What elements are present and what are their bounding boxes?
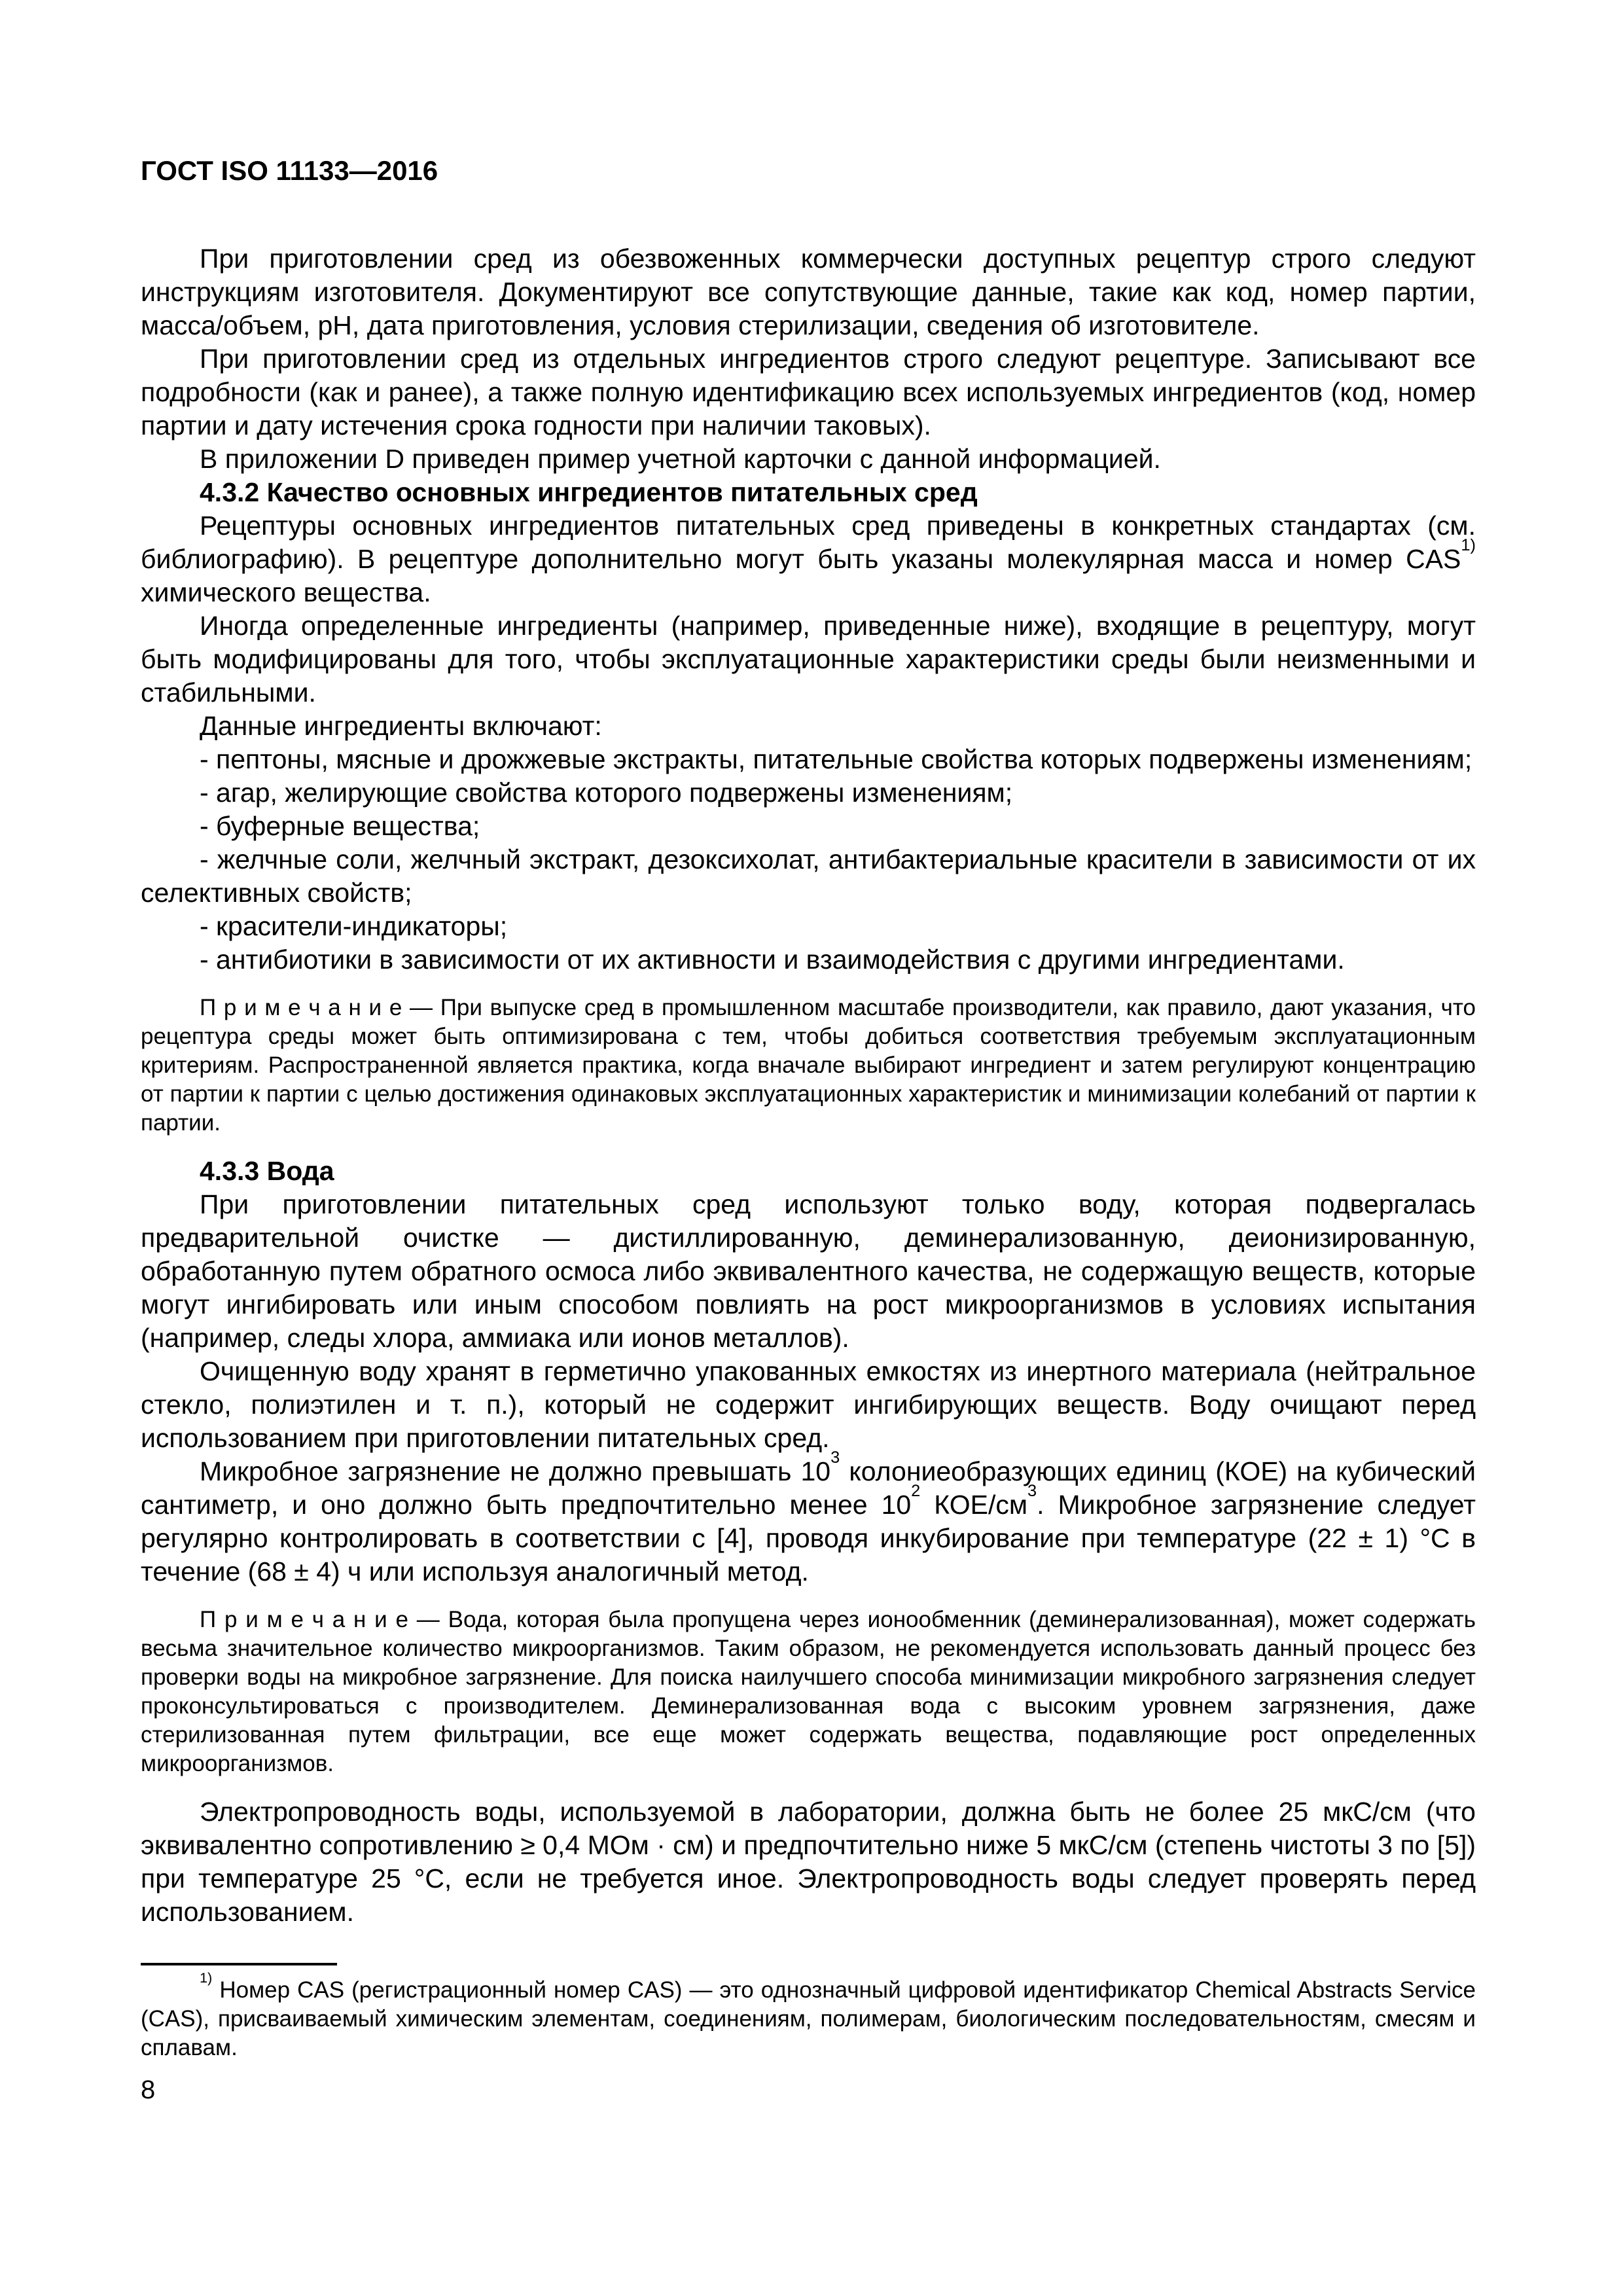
footnote-cas: $^{1)}$ Номер CAS (регистрационный номер CAS) — это однозначный цифровой идентификатор Chemical Abstracts Service (CAS), присваиваемый химическим элементам, соединениям, полимерам, биологическим последовательностям, смесям и сплавам. — [141, 1969, 1476, 2061]
heading-4-3-2: 4.3.2 Качество основных ингредиентов питательных сред — [200, 477, 978, 508]
page-footer — [141, 1963, 1476, 2103]
para-recipes-cas: Рецептуры основных ингредиентов питательных сред приведены в конкретных стандартах (см. библиографию). В рецептуре дополнительно могут быть указаны молекулярная масса и номер CAS$^{1)}$ химического вещества. — [141, 511, 1476, 608]
para-individual-ingredients: При приготовлении сред из отдельных ингредиентов строго следуют рецептуре. Записывают все подробности (как и ранее), а также полную идентификацию всех используемых ингредиентов (код, номер партии и дату истечения срока годности при наличии таковых). — [141, 344, 1476, 441]
para-annex-d: В приложении D приведен пример учетной карточки с данной информацией. — [200, 444, 1161, 475]
note-industrial-production: П р и м е ч а н и е — При выпуске сред в промышленном масштабе производители, как правило, дают указания, что рецептура среды может быть оптимизирована с тем, чтобы добиться соответствия требуемым эксплуатационным критериям. Распространенной является практика, когда вначале выбирают ингредиент и затем регулируют концентрацию от партии к партии с целью достижения одинаковых эксплуатационных характеристик и минимизации колебаний от партии к партии. — [141, 995, 1476, 1136]
document-body — [141, 242, 1476, 1929]
para-ingredient-modification: Иногда определенные ингредиенты (например, приведенные ниже), входящие в рецептуру, могут быть модифицированы для того, чтобы эксплуатационные характеристики среды были неизменными и стабильными. — [141, 611, 1476, 708]
para-ingredients-include: Данные ингредиенты включают: — [200, 711, 602, 742]
bullet-peptones: - пептоны, мясные и дрожжевые экстракты, питательные свойства которых подвержены изменениям; — [200, 744, 1472, 775]
bullet-antibiotics: - антибиотики в зависимости от их активности и взаимодействия с другими ингредиентами. — [200, 944, 1345, 975]
bullet-indicator-dyes: - красители-индикаторы; — [200, 911, 508, 942]
para-dehydrated-media: При приготовлении сред из обезвоженных коммерчески доступных рецептур строго следуют инструкциям изготовителя. Документируют все сопутствующие данные, такие как код, номер партии, масса/объем, pH, дата приготовления, условия стерилизации, сведения об изготовителе. — [141, 243, 1476, 341]
page-number: 8 — [141, 2075, 156, 2105]
para-water-storage: Очищенную воду хранят в герметично упакованных емкостях из инертного материала (нейтральное стекло, полиэтилен и т. п.), который не содержит ингибирующих веществ. Воду очищают перед использованием при приготовлении питательных сред. — [141, 1356, 1476, 1454]
heading-4-3-3: 4.3.3 Вода — [200, 1156, 334, 1187]
running-header-document-code: ГОСТ ISO 11133—2016 — [141, 155, 438, 186]
bullet-buffer-substances: - буферные вещества; — [200, 811, 480, 842]
bullet-agar: - агар, желирующие свойства которого подвержены изменениям; — [200, 778, 1013, 808]
footnote-divider — [141, 1963, 337, 1965]
note-demineralized-water: П р и м е ч а н и е — Вода, которая была пропущена через ионообменник (деминерализованная), может содержать весьма значительное количество микроорганизмов. Таким образом, не рекомендуется использовать данный процесс без проверки воды на микробное загрязнение. Для поиска наилучшего способа минимизации микробного загрязнения следует проконсультироваться с производителем. Деминерализованная вода с высоким уровнем загрязнения, даже стерилизованная путем фильтрации, все еще может содержать вещества, подавляющие рост определенных микроорганизмов. — [141, 1607, 1476, 1777]
para-microbial-contamination: Микробное загрязнение не должно превышать $10^3$ колониеобразующих единиц (КОЕ) на кубический сантиметр, и оно должно быть предпочтительно менее $10^2$ КОЕ/$см^3$. Микробное загрязнение следует регулярно контролировать в соответствии с [4], проводя инкубирование при температуре (22 ± 1) °С в течение (68 ± 4) ч или используя аналогичный метод. — [141, 1448, 1476, 1587]
para-water-conductivity: Электропроводность воды, используемой в лаборатории, должна быть не более 25 мкС/см (что эквивалентно сопротивлению ≥ 0,4 МОм · см) и предпочтительно ниже 5 мкС/см (степень чистоты 3 по [5]) при температуре 25 °С, если не требуется иное. Электропроводность воды следует проверять перед использованием. — [141, 1797, 1476, 1928]
bullet-bile-salts: - желчные соли, желчный экстракт, дезоксихолат, антибактериальные красители в зависимости от их селективных свойств; — [141, 844, 1476, 908]
para-water-purification: При приготовлении питательных сред используют только воду, которая подвергалась предварительной очистке — дистиллированную, деминерализованную, деионизированную, обработанную путем обратного осмоса либо эквивалентного качества, не содержащую веществ, которые могут ингибировать или иным способом повлиять на рост микроорганизмов в условиях испытания (например, следы хлора, аммиака или ионов металлов). — [141, 1189, 1476, 1354]
